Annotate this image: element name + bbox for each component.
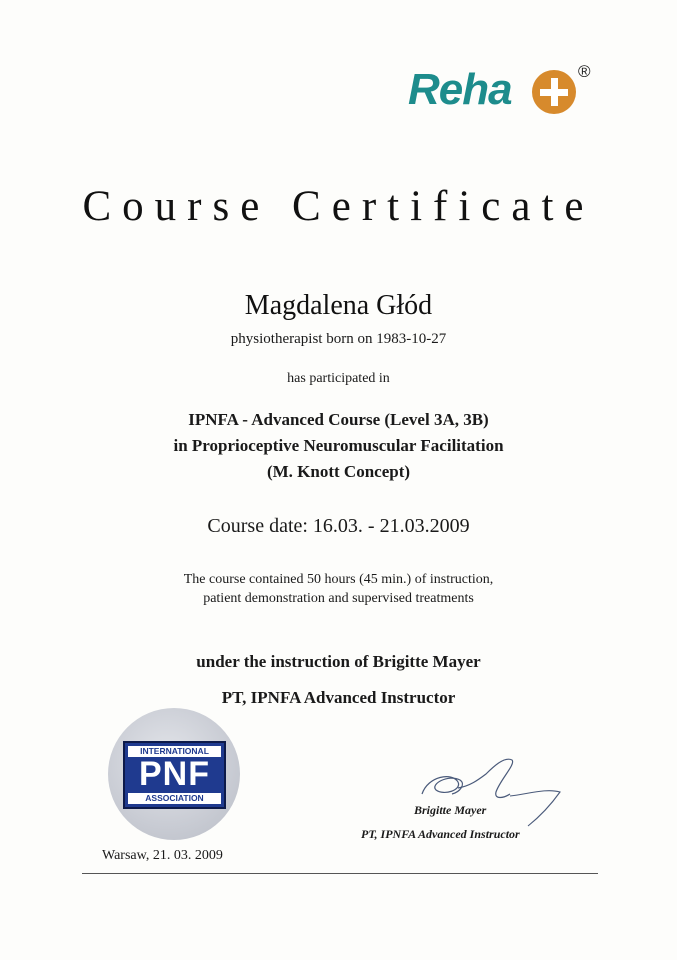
- logo-wordmark: Reha: [408, 65, 512, 114]
- bottom-divider: [82, 873, 598, 874]
- participated-text: has participated in: [287, 371, 390, 386]
- course-title-line-2: in Proprioceptive Neuromuscular Facilitation: [173, 436, 504, 455]
- course-title: [0, 407, 677, 485]
- seal-top-text: INTERNATIONAL: [128, 746, 221, 757]
- reha-logo: [408, 62, 598, 122]
- description-line-2: patient demonstration and supervised treatments: [203, 591, 474, 606]
- course-description: [0, 570, 677, 608]
- signature-title: PT, IPNFA Advanced Instructor: [361, 827, 520, 841]
- course-title-line-1: IPNFA - Advanced Course (Level 3A, 3B): [188, 410, 489, 429]
- course-date: Course date: 16.03. - 21.03.2009: [207, 515, 470, 537]
- handwritten-signature: [400, 752, 570, 832]
- signature-name: Brigitte Mayer: [414, 803, 487, 817]
- seal-main-text: PNF: [139, 755, 210, 793]
- recipient-name: Magdalena Głód: [244, 290, 433, 321]
- registered-mark: ®: [578, 62, 591, 81]
- place-and-date: Warsaw, 21. 03. 2009: [102, 848, 223, 863]
- pnf-badge: [123, 741, 226, 809]
- seal-bottom-text: ASSOCIATION: [128, 793, 221, 804]
- course-title-line-3: (M. Knott Concept): [266, 462, 411, 481]
- instructor-title: PT, IPNFA Advanced Instructor: [221, 688, 456, 707]
- description-line-1: The course contained 50 hours (45 min.) of instruction,: [183, 572, 494, 587]
- recipient-profession: physiotherapist born on 1983-10-27: [230, 331, 447, 347]
- instruction-line: under the instruction of Brigitte Mayer: [196, 652, 481, 671]
- certificate-title: Course Certificate: [82, 183, 595, 230]
- plus-icon: [532, 70, 576, 114]
- pnf-association-seal: [108, 708, 240, 840]
